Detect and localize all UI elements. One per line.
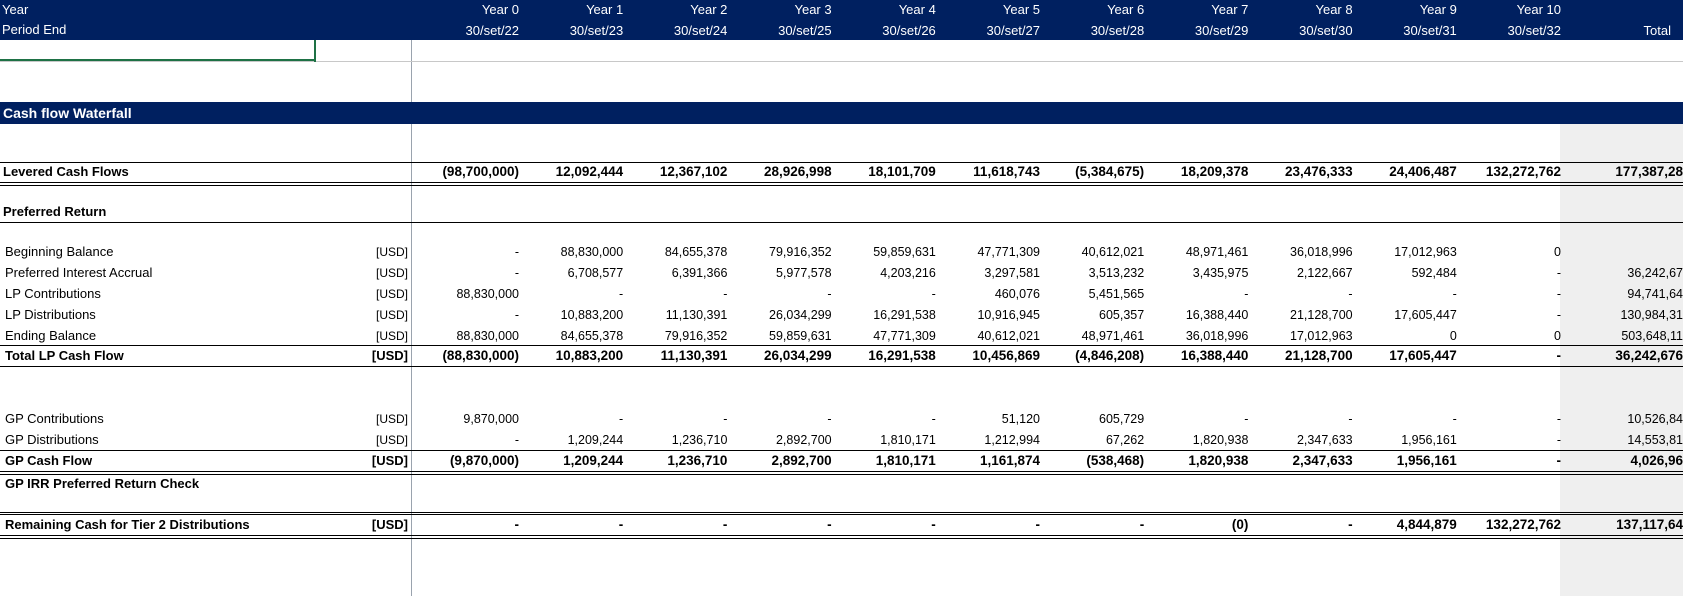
cell-lp-dist-y5[interactable]: 10,916,945 [977, 308, 1040, 322]
header-date-9: 30/set/31 [1403, 23, 1457, 38]
row-unit: [USD] [375, 433, 408, 447]
cell-lp-contrib-y5[interactable]: 460,076 [994, 287, 1040, 301]
cell-gp-contrib-total[interactable]: 10,526,84 [1627, 412, 1683, 426]
cell-gp-dist-y2[interactable]: 1,236,710 [671, 433, 728, 447]
cell-remaining-y8[interactable]: - [1348, 517, 1353, 532]
row-label-gp-dist: GP Distributions [5, 432, 99, 447]
cell-total-lp-y5[interactable]: 10,456,869 [972, 348, 1040, 363]
cell-gp-cf-y0[interactable]: (9,870,000) [449, 453, 519, 468]
selection-handle[interactable] [314, 40, 316, 62]
cell-pref-int-total[interactable]: 36,242,67 [1627, 266, 1683, 280]
gridline [0, 61, 1683, 62]
header-year-5: Year 5 [1002, 2, 1040, 17]
cell-beg-bal-y4[interactable]: 59,859,631 [873, 245, 936, 259]
row-unit: [USD] [375, 329, 408, 343]
cell-end-bal-y0[interactable]: 88,830,000 [456, 329, 519, 343]
cell-gp-dist-y10[interactable]: - [1556, 433, 1561, 447]
cell-gp-contrib-y2[interactable]: - [723, 412, 728, 426]
cell-remaining-y2[interactable]: - [722, 517, 728, 532]
cell-total-lp-y2[interactable]: 11,130,391 [660, 348, 728, 363]
cell-gp-cf-y8[interactable]: 2,347,633 [1292, 453, 1353, 468]
cell-lp-contrib-y9[interactable]: - [1452, 287, 1457, 301]
cell-remaining-y7[interactable]: (0) [1231, 517, 1249, 532]
cell-gp-dist-y7[interactable]: 1,820,938 [1192, 433, 1249, 447]
cell-gp-contrib-y5[interactable]: 51,120 [1001, 412, 1040, 426]
cell-gp-cf-y3[interactable]: 2,892,700 [771, 453, 832, 468]
cell-end-bal-y10[interactable]: 0 [1554, 329, 1561, 343]
cell-end-bal-y1[interactable]: 84,655,378 [560, 329, 624, 343]
header-date-4: 30/set/26 [882, 23, 936, 38]
cell-lp-contrib-y8[interactable]: - [1348, 287, 1353, 301]
cell-gp-dist-y6[interactable]: 67,262 [1105, 433, 1145, 447]
cell-pref-int-y7[interactable]: 3,435,975 [1192, 266, 1249, 280]
cell-lp-contrib-y6[interactable]: 5,451,565 [1088, 287, 1145, 301]
row-label-end-bal: Ending Balance [5, 328, 97, 343]
cell-pref-int-y0[interactable]: - [514, 266, 519, 280]
cell-remaining-y5[interactable]: - [1035, 517, 1040, 532]
cell-pref-int-y1[interactable]: 6,708,577 [567, 266, 624, 280]
cell-gp-dist-y5[interactable]: 1,212,994 [984, 433, 1040, 447]
section-band [0, 102, 1683, 124]
cell-total-lp-y3[interactable]: 26,034,299 [764, 348, 832, 363]
row-border [0, 512, 1683, 513]
cell-pref-int-y5[interactable]: 3,297,581 [984, 266, 1040, 280]
cell-gp-contrib-y1[interactable]: - [619, 412, 624, 426]
cell-pref-int-y10[interactable]: - [1556, 266, 1561, 280]
cell-gp-cf-y7[interactable]: 1,820,938 [1188, 453, 1249, 468]
cell-end-bal-y8[interactable]: 17,012,963 [1290, 329, 1353, 343]
cell-end-bal-y4[interactable]: 47,771,309 [873, 329, 936, 343]
cell-beg-bal-y7[interactable]: 48,971,461 [1185, 245, 1249, 259]
row-label-gp-irr: GP IRR Preferred Return Check [5, 476, 200, 491]
cell-gp-cf-y6[interactable]: (538,468) [1086, 453, 1145, 468]
row-border [0, 222, 1683, 223]
cell-pref-int-y4[interactable]: 4,203,216 [880, 266, 936, 280]
row-unit: [USD] [375, 412, 408, 426]
cell-end-bal-total[interactable]: 503,648,11 [1621, 329, 1683, 343]
cell-gp-contrib-y10[interactable]: - [1556, 412, 1561, 426]
cell-lp-contrib-total[interactable]: 94,741,64 [1627, 287, 1683, 301]
cell-levered-total[interactable]: 177,387,28 [1615, 164, 1683, 179]
header-date-3: 30/set/25 [778, 23, 832, 38]
cell-levered-y0[interactable]: (98,700,000) [442, 164, 519, 179]
row-unit: [USD] [371, 453, 408, 468]
cell-end-bal-y9[interactable]: 0 [1449, 329, 1457, 343]
cell-remaining-y4[interactable]: - [931, 517, 936, 532]
cell-end-bal-y2[interactable]: 79,916,352 [664, 329, 728, 343]
row-label-pref-title: Preferred Return [3, 204, 107, 219]
cell-gp-cf-y1[interactable]: 1,209,244 [563, 453, 624, 468]
cell-gp-contrib-y8[interactable]: - [1348, 412, 1353, 426]
cell-gp-contrib-y6[interactable]: 605,729 [1099, 412, 1145, 426]
cell-gp-cf-total[interactable]: 4,026,96 [1630, 453, 1683, 468]
header-date-7: 30/set/29 [1194, 23, 1249, 38]
row-label-lp-dist: LP Distributions [5, 307, 96, 322]
cell-gp-contrib-y3[interactable]: - [827, 412, 832, 426]
cell-lp-dist-y1[interactable]: 10,883,200 [560, 308, 624, 322]
cell-lp-dist-y9[interactable]: 17,605,447 [1394, 308, 1457, 322]
cell-levered-y7[interactable]: 18,209,378 [1180, 164, 1249, 179]
cell-lp-contrib-y0[interactable]: 88,830,000 [456, 287, 519, 301]
header-year-6: Year 6 [1107, 2, 1145, 17]
cell-remaining-y10[interactable]: 132,272,762 [1485, 517, 1561, 532]
cell-gp-dist-y3[interactable]: 2,892,700 [775, 433, 832, 447]
cell-pref-int-y9[interactable]: 592,484 [1411, 266, 1457, 280]
cell-lp-contrib-y1[interactable]: - [619, 287, 624, 301]
header-date-1: 30/set/23 [569, 23, 624, 38]
row-unit: [USD] [375, 266, 408, 280]
section-title: Cash flow Waterfall [3, 105, 132, 121]
header-year-2: Year 2 [690, 2, 728, 17]
cell-gp-contrib-y9[interactable]: - [1452, 412, 1457, 426]
cell-remaining-y3[interactable]: - [827, 517, 832, 532]
cell-gp-cf-y9[interactable]: 1,956,161 [1396, 453, 1457, 468]
cell-lp-contrib-y2[interactable]: - [723, 287, 728, 301]
cell-beg-bal-y5[interactable]: 47,771,309 [977, 245, 1040, 259]
cell-lp-dist-total[interactable]: 130,984,31 [1620, 308, 1683, 322]
header-year-label: Year [2, 2, 29, 17]
header-date-0: 30/set/22 [465, 23, 519, 38]
header-total-label: Total [1643, 23, 1671, 38]
row-label-gp-cf: GP Cash Flow [5, 453, 93, 468]
header-year-8: Year 8 [1315, 2, 1353, 17]
row-border [0, 366, 1683, 367]
cell-gp-contrib-y0[interactable]: 9,870,000 [463, 412, 519, 426]
row-unit: [USD] [371, 517, 408, 532]
cell-total-lp-y8[interactable]: 21,128,700 [1285, 348, 1353, 363]
header-year-10: Year 10 [1516, 2, 1561, 17]
header-year-7: Year 7 [1211, 2, 1249, 17]
cell-lp-dist-y8[interactable]: 21,128,700 [1290, 308, 1353, 322]
row-label-lp-contrib: LP Contributions [5, 286, 101, 301]
cell-gp-dist-y1[interactable]: 1,209,244 [567, 433, 624, 447]
row-label-gp-contrib: GP Contributions [5, 411, 104, 426]
row-label-remaining: Remaining Cash for Tier 2 Distributions [5, 517, 250, 532]
row-unit: [USD] [375, 287, 408, 301]
cell-gp-dist-y8[interactable]: 2,347,633 [1296, 433, 1353, 447]
cell-levered-y1[interactable]: 12,092,444 [555, 164, 624, 179]
cell-lp-dist-y4[interactable]: 16,291,538 [873, 308, 936, 322]
cell-levered-y6[interactable]: (5,384,675) [1075, 164, 1145, 179]
header-date-8: 30/set/30 [1299, 23, 1353, 38]
cell-remaining-y6[interactable]: - [1139, 517, 1145, 532]
row-label-total-lp: Total LP Cash Flow [5, 348, 124, 363]
cell-lp-dist-y2[interactable]: 11,130,391 [665, 308, 728, 322]
cell-lp-contrib-y7[interactable]: - [1244, 287, 1249, 301]
cell-lp-dist-y3[interactable]: 26,034,299 [769, 308, 832, 322]
selected-cell[interactable] [0, 40, 316, 61]
row-border [0, 471, 1683, 475]
cell-beg-bal-y3[interactable]: 79,916,352 [769, 245, 832, 259]
row-label-beg-bal: Beginning Balance [5, 244, 114, 259]
cell-remaining-y9[interactable]: 4,844,879 [1396, 517, 1457, 532]
cell-remaining-y0[interactable]: - [514, 517, 519, 532]
cell-total-lp-y6[interactable]: (4,846,208) [1075, 348, 1145, 363]
cell-end-bal-y5[interactable]: 40,612,021 [977, 329, 1040, 343]
cell-total-lp-y0[interactable]: (88,830,000) [442, 348, 519, 363]
cell-total-lp-y4[interactable]: 16,291,538 [868, 348, 936, 363]
cell-remaining-y1[interactable]: - [618, 517, 624, 532]
row-unit: [USD] [371, 348, 408, 363]
row-unit: [USD] [375, 308, 408, 322]
header-period-end-label: Period End [2, 22, 67, 37]
cell-levered-y8[interactable]: 23,476,333 [1285, 164, 1353, 179]
header-date-5: 30/set/27 [986, 23, 1040, 38]
cell-lp-contrib-y4[interactable]: - [931, 287, 936, 301]
cell-total-lp-y10[interactable]: - [1556, 348, 1561, 363]
cell-beg-bal-y2[interactable]: 84,655,378 [664, 245, 728, 259]
cell-levered-y9[interactable]: 24,406,487 [1389, 164, 1457, 179]
row-unit: [USD] [375, 245, 408, 259]
header-year-1: Year 1 [586, 2, 624, 17]
cell-total-lp-y7[interactable]: 16,388,440 [1180, 348, 1249, 363]
cell-beg-bal-y10[interactable]: 0 [1554, 245, 1561, 259]
cell-gp-dist-y4[interactable]: 1,810,171 [880, 433, 936, 447]
cell-lp-contrib-y10[interactable]: - [1556, 287, 1561, 301]
header-year-9: Year 9 [1419, 2, 1457, 17]
cell-beg-bal-y0[interactable]: - [514, 245, 519, 259]
row-border [0, 182, 1683, 186]
cell-gp-cf-y5[interactable]: 1,161,874 [979, 453, 1040, 468]
header-date-6: 30/set/28 [1090, 23, 1145, 38]
cell-end-bal-y3[interactable]: 59,859,631 [769, 329, 832, 343]
row-border [0, 535, 1683, 539]
cell-gp-cf-y10[interactable]: - [1556, 453, 1561, 468]
cell-end-bal-y7[interactable]: 36,018,996 [1185, 329, 1249, 343]
cell-total-lp-y1[interactable]: 10,883,200 [555, 348, 624, 363]
cell-total-lp-y9[interactable]: 17,605,447 [1389, 348, 1457, 363]
header-date-10: 30/set/32 [1507, 23, 1561, 38]
cell-lp-dist-y6[interactable]: 605,357 [1099, 308, 1145, 322]
cell-levered-y4[interactable]: 18,101,709 [868, 164, 936, 179]
cell-gp-dist-y0[interactable]: - [514, 433, 519, 447]
cell-levered-y3[interactable]: 28,926,998 [764, 164, 832, 179]
cell-beg-bal-y9[interactable]: 17,012,963 [1394, 245, 1457, 259]
cell-gp-contrib-y7[interactable]: - [1244, 412, 1249, 426]
cell-lp-dist-y10[interactable]: - [1556, 308, 1561, 322]
cell-lp-dist-y0[interactable]: - [514, 308, 519, 322]
cell-remaining-total[interactable]: 137,117,64 [1616, 517, 1683, 532]
cell-lp-contrib-y3[interactable]: - [827, 287, 832, 301]
row-label-levered: Levered Cash Flows [3, 164, 129, 179]
header-date-2: 30/set/24 [673, 23, 728, 38]
cell-gp-cf-y4[interactable]: 1,810,171 [875, 453, 936, 468]
cell-pref-int-y6[interactable]: 3,513,232 [1088, 266, 1145, 280]
header-year-0: Year 0 [481, 2, 519, 17]
cell-lp-dist-y7[interactable]: 16,388,440 [1185, 308, 1249, 322]
cell-pref-int-y2[interactable]: 6,391,366 [671, 266, 728, 280]
cell-beg-bal-y8[interactable]: 36,018,996 [1290, 245, 1353, 259]
cell-levered-y10[interactable]: 132,272,762 [1485, 164, 1561, 179]
header-year-4: Year 4 [898, 2, 936, 17]
cell-levered-y5[interactable]: 11,618,743 [973, 164, 1040, 179]
cell-end-bal-y6[interactable]: 48,971,461 [1081, 329, 1145, 343]
header-year-3: Year 3 [794, 2, 832, 17]
cell-gp-cf-y2[interactable]: 1,236,710 [667, 453, 728, 468]
cell-pref-int-y8[interactable]: 2,122,667 [1296, 266, 1353, 280]
cell-levered-y2[interactable]: 12,367,102 [659, 164, 728, 179]
cell-total-lp-total[interactable]: 36,242,676 [1615, 348, 1683, 363]
cell-pref-int-y3[interactable]: 5,977,578 [775, 266, 832, 280]
cell-gp-dist-total[interactable]: 14,553,81 [1627, 433, 1683, 447]
cell-gp-contrib-y4[interactable]: - [931, 412, 936, 426]
row-label-pref-int: Preferred Interest Accrual [5, 265, 153, 280]
cell-beg-bal-y1[interactable]: 88,830,000 [560, 245, 624, 259]
cell-beg-bal-y6[interactable]: 40,612,021 [1081, 245, 1145, 259]
cell-gp-dist-y9[interactable]: 1,956,161 [1401, 433, 1457, 447]
